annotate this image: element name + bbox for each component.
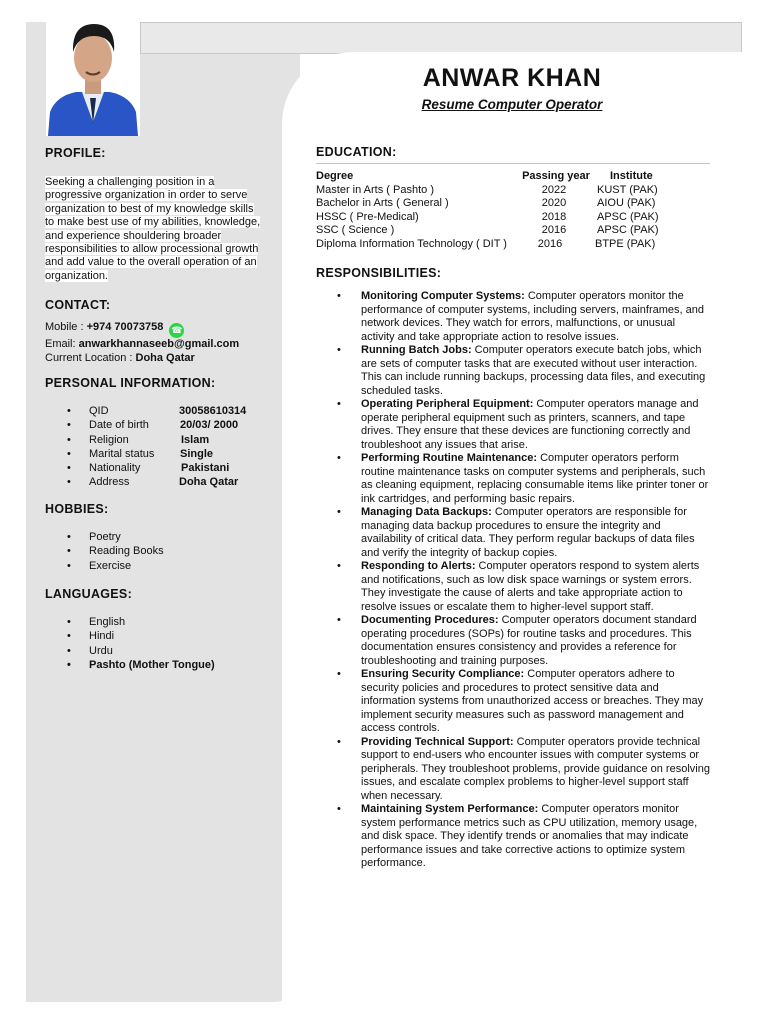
contact-mobile: Mobile : +974 70073758 ☎ — [45, 321, 239, 338]
language-item: • Pashto (Mother Tongue) — [67, 658, 267, 672]
personal-info-item: • QID 30058610314 — [67, 404, 277, 418]
education-heading: EDUCATION: — [316, 145, 397, 159]
education-header-row: Degree Passing year Institute — [316, 170, 653, 182]
languages-list — [67, 615, 267, 672]
resume-subtitle: Resume Computer Operator — [421, 97, 603, 112]
responsibility-item: • Managing Data Backups: Computer operators are responsible for managing data backup procedures to ensure the integrity and availability of critical data. They perform regular backups of data files and verify the integrity of backup copies. — [337, 506, 711, 560]
responsibility-item: • Operating Peripheral Equipment: Computer operators manage and operate peripheral equipment such as printers, scanners, and tape drives. They ensure that these devices are functioning correctly and troubleshoot any issues that arise. — [337, 398, 711, 452]
education-row: SSC ( Science ) 2016 APSC (PAK) — [316, 224, 659, 236]
whatsapp-icon: ☎ — [169, 323, 184, 338]
personal-info-heading: PERSONAL INFORMATION: — [45, 376, 216, 390]
education-row: Bachelor in Arts ( General ) 2020 AIOU (PAK) — [316, 197, 656, 209]
responsibility-item: • Responding to Alerts: Computer operators respond to system alerts and notifications, such as low disk space warnings or system errors. They investigate the cause of alerts and take appropriate action to resolve issues or escalate them to higher-level support staff. — [337, 560, 711, 614]
header-bar — [140, 22, 742, 54]
responsibility-item: • Providing Technical Support: Computer operators provide technical support to end-users who encounter issues with computer systems or peripherals. They troubleshoot problems, provide guidance on resolving issues, and escalate complex problems to higher-level support staff when necessary. — [337, 736, 711, 804]
responsibility-item: • Running Batch Jobs: Computer operators execute batch jobs, which are sets of computer tasks that are executed without user interaction. This can include running backups, processing data files, and executing scheduled tasks. — [337, 344, 711, 398]
languages-heading: LANGUAGES: — [45, 587, 133, 601]
education-table — [316, 170, 676, 251]
personal-info-item: • Nationality Pakistani — [67, 461, 277, 475]
language-item: • English — [67, 615, 267, 629]
education-row: Master in Arts ( Pashto ) 2022 KUST (PAK) — [316, 183, 658, 196]
hobby-item: • Exercise — [67, 559, 267, 573]
personal-info-item: • Address Doha Qatar — [67, 475, 277, 489]
responsibility-item: • Ensuring Security Compliance: Computer operators adhere to security policies and procedures to protect sensitive data and information systems from unauthorized access or breaches. They may implement security measures such as password management and access controls. — [337, 668, 711, 736]
contact-heading: CONTACT: — [45, 298, 111, 312]
hobby-item: • Reading Books — [67, 544, 267, 558]
contact-block — [45, 321, 239, 365]
education-row: HSSC ( Pre-Medical) 2018 APSC (PAK) — [316, 210, 659, 223]
profile-photo — [46, 14, 140, 136]
responsibilities-list — [337, 290, 711, 871]
responsibility-item: • Documenting Procedures: Computer operators document standard operating procedures (SOPs) for routine tasks and procedures. This documentation ensures consistency and provides a reference for troubleshooting and training purposes. — [337, 614, 711, 668]
mobile-number[interactable]: +974 70073758 — [86, 321, 164, 333]
profile-text: Seeking a challenging position in a progressive organization in order to serve organization to best of my knowledge skills to make best use of my abilities, knowledge, and experience shouldering broader responsibilities to allow processional growth and add value to the overall operation of an organization. — [45, 176, 261, 282]
responsibility-item: • Monitoring Computer Systems: Computer operators monitor the performance of computer systems, including servers, mainframes, and network devices. They watch for errors, malfunctions, or unusual activity and take appropriate action to resolve issues. — [337, 290, 711, 344]
responsibility-item: • Maintaining System Performance: Computer operators monitor system performance metrics such as CPU utilization, memory usage, and disk space. They identify trends or anomalies that may indicate performance issues and take corrective actions to optimize system performance. — [337, 803, 711, 871]
email-address[interactable]: anwarkhannaseeb@gmail.com — [78, 338, 240, 350]
contact-email: Email: anwarkhannaseeb@gmail.com — [45, 338, 240, 350]
education-divider — [316, 163, 710, 164]
language-item: • Hindi — [67, 629, 267, 643]
responsibility-item: • Performing Routine Maintenance: Computer operators perform routine maintenance tasks on computer systems and peripherals, such as cleaning equipment, replacing consumable items like printer toner or ink cartridges, and performing basic repairs. — [337, 452, 711, 506]
hobby-item: • Poetry — [67, 530, 267, 544]
responsibilities-heading: RESPONSIBILITIES: — [316, 266, 442, 280]
resume-name: ANWAR KHAN — [422, 64, 602, 92]
personal-info-item: • Marital status Single — [67, 447, 277, 461]
personal-info-item: • Religion Islam — [67, 433, 277, 447]
contact-location: Current Location : Doha Qatar — [45, 351, 195, 364]
profile-heading: PROFILE: — [45, 146, 106, 160]
hobbies-list — [67, 530, 267, 573]
hobbies-heading: HOBBIES: — [45, 502, 109, 516]
language-item: • Urdu — [67, 644, 267, 658]
education-row: Diploma Information Technology ( DIT ) 2016 BTPE (PAK) — [316, 237, 656, 250]
personal-info-list — [67, 404, 277, 490]
personal-info-item: • Date of birth 20/03/ 2000 — [67, 418, 277, 432]
